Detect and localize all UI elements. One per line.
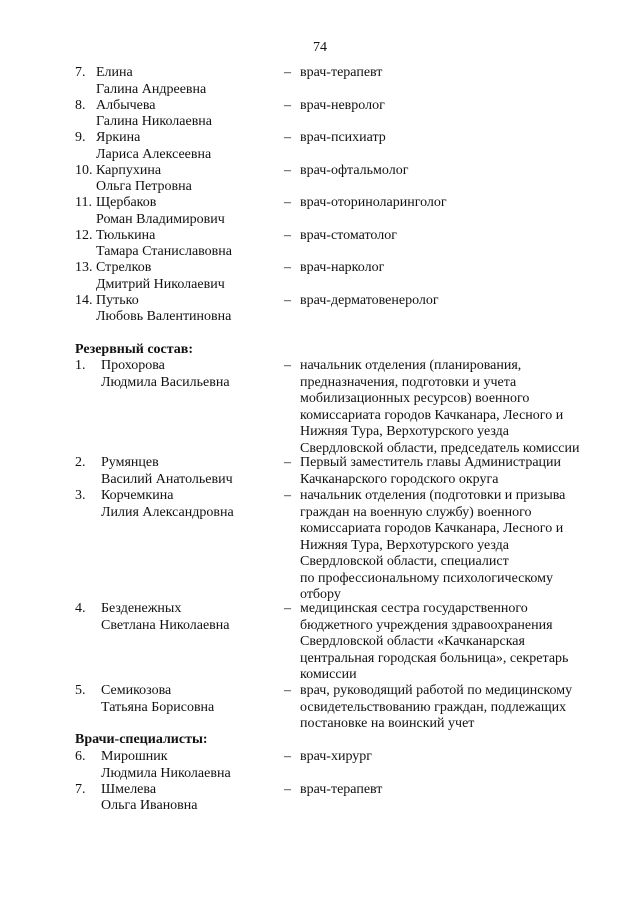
role: врач-дерматовенеролог bbox=[300, 292, 439, 308]
entry-number: 14. bbox=[75, 292, 93, 308]
given-names: Светлана Николаевна bbox=[101, 617, 230, 633]
given-names: Галина Андреевна bbox=[96, 81, 207, 97]
list-item bbox=[75, 65, 383, 98]
surname: Карпухина bbox=[96, 162, 162, 178]
surname: Мирошник bbox=[101, 749, 168, 764]
entry-number: 13. bbox=[75, 260, 93, 275]
dash: – bbox=[284, 97, 291, 113]
surname: Стрелков bbox=[96, 260, 152, 275]
given-names: Василий Анатольевич bbox=[101, 471, 233, 487]
role: врач-невролог bbox=[300, 97, 385, 113]
entry-number: 3. bbox=[75, 488, 86, 503]
list-item bbox=[75, 130, 386, 163]
entry-number: 2. bbox=[75, 455, 86, 470]
given-names: Людмила Васильевна bbox=[101, 374, 230, 390]
role: врач-нарколог bbox=[300, 260, 385, 275]
list-item bbox=[75, 455, 562, 488]
list-item bbox=[75, 358, 580, 456]
role: врач, руководящий работой по медицинскому освидетельствованию граждан, подлежащих постановке на воинский учет bbox=[300, 683, 573, 731]
surname: Албычева bbox=[96, 97, 156, 113]
dash: – bbox=[284, 162, 291, 178]
surname: Корчемкина bbox=[101, 488, 174, 503]
list-item bbox=[75, 488, 566, 602]
role: врач-стоматолог bbox=[300, 227, 397, 243]
surname: Румянцев bbox=[101, 455, 159, 470]
entry-number: 7. bbox=[75, 65, 86, 80]
dash: – bbox=[284, 292, 291, 308]
entry-number: 11. bbox=[75, 195, 92, 210]
list-item bbox=[75, 97, 385, 131]
entry-number: 1. bbox=[75, 358, 86, 373]
role: начальник отделения (подготовки и призыва граждан на военную службу) военного комиссариата городов Качканара, Лесного и Нижняя Тура, Верхотурского уезда Свердловской области, специалист по профессиональному психологическому отбору bbox=[300, 488, 566, 602]
entry-number: 6. bbox=[75, 749, 86, 764]
dash: – bbox=[284, 195, 291, 210]
surname: Тюлькина bbox=[96, 227, 156, 243]
entry-number: 5. bbox=[75, 683, 86, 698]
given-names: Татьяна Борисовна bbox=[101, 699, 215, 715]
surname: Яркина bbox=[96, 130, 141, 145]
dash: – bbox=[284, 749, 291, 764]
given-names: Ольга Ивановна bbox=[101, 798, 198, 813]
role: Первый заместитель главы Администрации Качканарского городского округа bbox=[300, 455, 562, 487]
dash: – bbox=[284, 455, 291, 470]
dash: – bbox=[284, 601, 291, 616]
page-number: 74 bbox=[313, 40, 327, 55]
role: врач-офтальмолог bbox=[300, 162, 409, 178]
surname: Прохорова bbox=[101, 358, 165, 373]
list-item bbox=[75, 601, 569, 682]
surname: Шмелева bbox=[101, 781, 157, 797]
entry-number: 8. bbox=[75, 97, 86, 113]
dash: – bbox=[284, 227, 291, 243]
given-names: Дмитрий Николаевич bbox=[96, 276, 225, 292]
given-names: Людмила Николаевна bbox=[101, 765, 231, 781]
specialists-heading: Врачи-специалисты: bbox=[75, 732, 208, 747]
entry-number: 12. bbox=[75, 227, 93, 243]
given-names: Лариса Алексеевна bbox=[96, 146, 212, 162]
role: начальник отделения (планирования, предназначения, подготовки и учета мобилизационных ресурсов) военного комиссариата городов Качканара, Лесного и Нижняя Тура, Верхотурского уезда Свердловской области, председатель комиссии bbox=[300, 358, 580, 456]
surname: Щербаков bbox=[96, 195, 157, 210]
entry-number: 9. bbox=[75, 130, 86, 145]
given-names: Лилия Александровна bbox=[101, 504, 234, 520]
role: медицинская сестра государственного бюджетного учреждения здравоохранения Свердловской области «Качканарская центральная городская больница», секретарь комиссии bbox=[300, 601, 569, 682]
given-names: Галина Николаевна bbox=[96, 114, 213, 129]
list-item bbox=[75, 292, 439, 326]
dash: – bbox=[284, 130, 291, 145]
list-item bbox=[75, 781, 383, 815]
dash: – bbox=[284, 260, 291, 275]
list-item bbox=[75, 260, 385, 293]
given-names: Ольга Петровна bbox=[96, 179, 192, 194]
surname: Путько bbox=[96, 292, 139, 308]
dash: – bbox=[284, 781, 291, 797]
surname: Елина bbox=[96, 65, 133, 80]
dash: – bbox=[284, 358, 291, 373]
dash: – bbox=[284, 683, 291, 698]
role: врач-терапевт bbox=[300, 65, 383, 80]
list-item bbox=[75, 162, 409, 196]
reserve-heading: Резервный состав: bbox=[75, 342, 194, 357]
list-item bbox=[75, 683, 573, 731]
dash: – bbox=[284, 65, 291, 80]
list-item bbox=[75, 227, 397, 261]
role: врач-психиатр bbox=[300, 130, 386, 145]
role: врач-хирург bbox=[300, 749, 373, 764]
role: врач-терапевт bbox=[300, 781, 383, 797]
dash: – bbox=[284, 488, 291, 503]
given-names: Любовь Валентиновна bbox=[96, 309, 232, 324]
surname: Семикозова bbox=[101, 683, 172, 698]
surname: Безденежных bbox=[101, 601, 182, 616]
list-item bbox=[75, 749, 373, 782]
list-item bbox=[75, 195, 447, 228]
entry-number: 7. bbox=[75, 781, 86, 797]
given-names: Роман Владимирович bbox=[96, 211, 225, 227]
entry-number: 4. bbox=[75, 601, 86, 616]
given-names: Тамара Станиславовна bbox=[96, 244, 232, 259]
role: врач-оториноларинголог bbox=[300, 195, 447, 210]
entry-number: 10. bbox=[75, 162, 93, 178]
